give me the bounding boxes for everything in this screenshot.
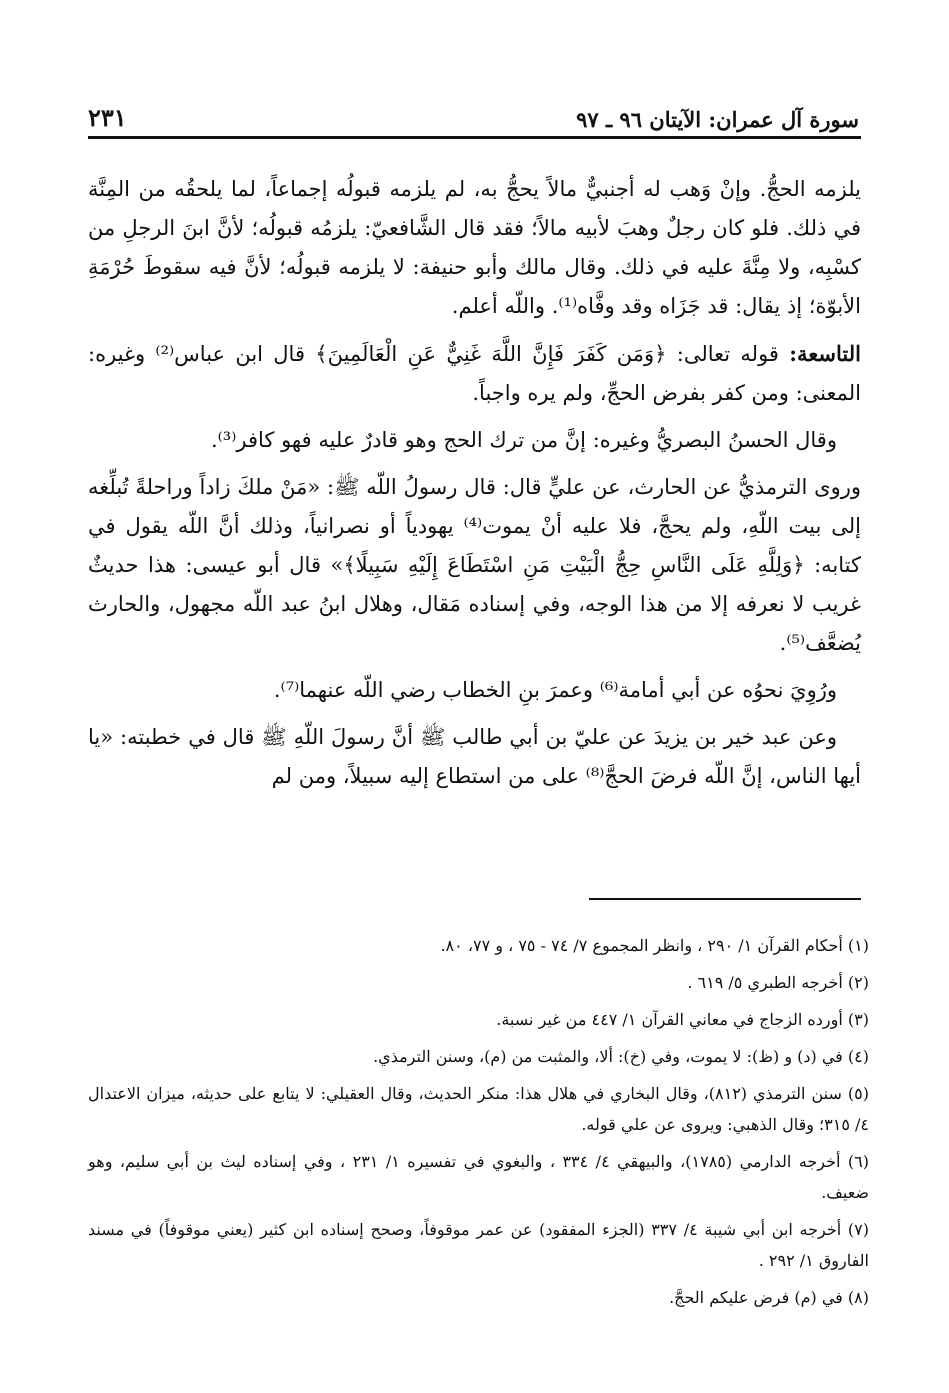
footnote: (١) أحكام القرآن ١/ ٢٩٠ ، وانظر المجموع ٧/ ٧٤ - ٧٥ ، و ٧٧، ٨٠. [440, 936, 869, 955]
footnote-rule [589, 898, 861, 900]
paragraph [88, 671, 861, 710]
paragraph [88, 334, 861, 413]
footnote: (٣) أورده الزجاج في معاني القرآن ١/ ٤٤٧ من غير نسبة. [496, 1010, 869, 1029]
paragraph-text: يلزمه الحجُّ. وإنْ وَهب له أجنبيٌّ مالاً يحجُّ به، لم يلزمه قبولُه إجماعاً، لما يلحقُه من المِنَّة في ذلك. فلو كان رجلٌ وهبَ لأبيه مالاً؛ فقد قال الشَّافعيّ: يلزمُه قبولُه؛ لأنَّ ابنَ الرجلِ من كسْبِه، ولا مِنَّةَ عليه في ذلك. وقال مالك وأبو حنيفة: لا يلزمه قبولُه؛ لأنَّ فيه سقوطَ حُرْمَةِ الأبوّة؛ إذ يقال: قد جَزَاه وقد وفَّاه⁽¹⁾. واللّه أعلم. [88, 177, 861, 318]
main-text [88, 170, 861, 804]
footnotes [88, 930, 869, 1319]
page-number: ٢٣١ [88, 103, 127, 132]
paragraph [88, 468, 861, 663]
paragraph [88, 718, 861, 796]
paragraph-text: ورُوِيَ نحوُه عن أبي أمامة⁽⁶⁾ وعمرَ بنِ الخطاب رضي اللّه عنهما⁽⁷⁾. [273, 678, 837, 702]
footnote: (٧) أخرجه ابن أبي شيبة ٤/ ٣٣٧ (الجزء المفقود) عن عمر موقوفاً، وصحح إسناده ابن كثير (يعني موقوفاً) في مسند الفاروق ١/ ٢٩٢ . [88, 1220, 869, 1270]
paragraph-text: وعن عبد خير بن يزيدَ عن عليّ بن أبي طالب ﷺ أنَّ رسولَ اللّهِ ﷺ قال في خطبته: «يا أيها الناس، إنَّ اللّه فرضَ الحجَّ⁽⁸⁾ على من استطاع إليه سبيلاً، ومن لم [88, 725, 861, 788]
running-header [88, 92, 859, 132]
footnote: (٢) أخرجه الطبري ٥/ ٦١٩ . [687, 973, 869, 992]
paragraph [88, 421, 861, 460]
paragraph-text: قوله تعالى: ﴿وَمَن كَفَرَ فَإِنَّ اللَّهَ غَنِيٌّ عَنِ الْعَالَمِينَ﴾ قال ابن عباس⁽²⁾ وغيره: المعنى: ومن كفر بفرض الحجِّ، ولم يره واجباً. [88, 342, 861, 405]
chapter-title: سورة آل عمران: الآيتان ٩٦ ـ ٩٧ [576, 107, 859, 132]
footnote: (٤) في (د) و (ظ): لا يموت، وفي (خ): ألا، والمثبت من (م)، وسنن الترمذي. [373, 1047, 869, 1066]
footnote: (٨) في (م) فرض عليكم الحجَّ. [669, 1288, 869, 1307]
footnote: (٥) سنن الترمذي (٨١٢)، وقال البخاري في هلال هذا: منكر الحديث، وقال العقيلي: لا يتابع على حديثه، ميزان الاعتدال ٤/ ٣١٥؛ وقال الذهبي: ويروى عن علي قوله. [88, 1084, 870, 1134]
paragraph-text: وقال الحسنُ البصريُّ وغيره: إنَّ من ترك الحج وهو قادرٌ عليه فهو كافر⁽³⁾. [210, 428, 837, 452]
header-rule [88, 136, 861, 139]
section-heading: التاسعة: [789, 341, 861, 366]
footnote: (٦) أخرجه الدارمي (١٧٨٥)، والبيهقي ٤/ ٣٣٤ ، والبغوي في تفسيره ١/ ٢٣١ ، وفي إسناده ليث بن أبي سليم، وهو ضعيف. [88, 1152, 869, 1202]
paragraph [88, 170, 861, 326]
paragraph-text: وروى الترمذيُّ عن الحارث، عن عليٍّ قال: قال رسولُ اللّه ﷺ: «مَنْ ملكَ زاداً وراحلةً تُبلِّغه إلى بيت اللّهِ، ولم يحجَّ، فلا عليه أنْ يموت⁽⁴⁾ يهودياً أو نصرانياً، وذلك أنَّ اللّه يقول في كتابه: ﴿وَلِلَّهِ عَلَى النَّاسِ حِجُّ الْبَيْتِ مَنِ اسْتَطَاعَ إِلَيْهِ سَبِيلًا﴾» قال أبو عيسى: هذا حديثٌ غريب لا نعرفه إلا من هذا الوجه، وفي إسناده مَقال، وهلال ابنُ عبد اللّه مجهول، والحارث يُضعَّف⁽⁵⁾. [88, 475, 861, 655]
